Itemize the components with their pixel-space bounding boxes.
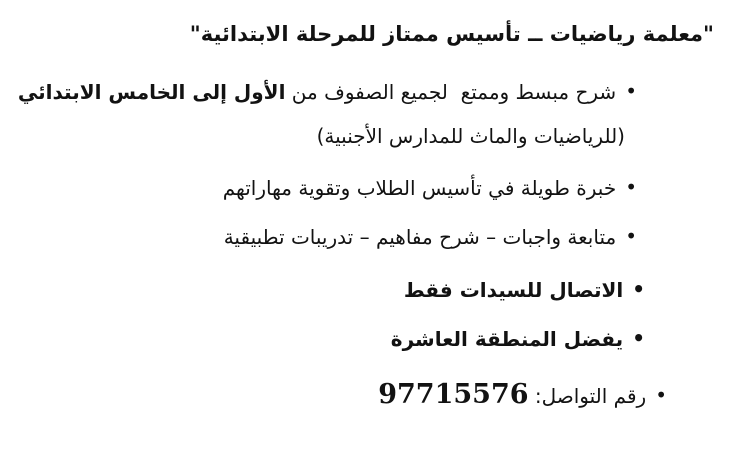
ladies-only-text: الاتصال للسيدات فقط: [403, 278, 624, 302]
experience-text: خبرة طويلة في تأسيس الطلاب وتقوية مهاراتهم: [222, 176, 617, 200]
phone-number: 97715576: [378, 379, 529, 410]
contact-label: رقم التواصل:: [528, 384, 647, 408]
teaching-grades-bold: الأول إلى الخامس الابتدائي: [17, 80, 286, 104]
ad-title: "معلمة رياضيات ــ تأسيس ممتاز للمرحلة الابتدائية": [189, 22, 714, 46]
area-text: يفضل المنطقة العاشرة: [390, 327, 624, 351]
teaching-text: شرح مبسط وممتع لجميع الصفوف من: [285, 80, 617, 104]
bullet-item-experience: [223, 175, 637, 202]
bullet-icon: •: [655, 383, 667, 407]
bullet-icon: •: [625, 224, 637, 248]
bullet-item-ladies-only: [404, 277, 645, 304]
followup-text: متابعة واجبات – شرح مفاهيم – تدريبات تطبيقية: [223, 225, 617, 249]
bullet-item-teaching: [18, 79, 637, 106]
bullet-item-contact: [378, 377, 667, 413]
bullet-icon: •: [632, 277, 645, 301]
bullet-item-followup: [224, 224, 637, 251]
teaching-continuation: (للرياضيات والماث للمدارس الأجنبية): [316, 124, 625, 148]
bullet-icon: •: [625, 175, 637, 199]
bullet-item-area: [391, 326, 645, 353]
bullet-icon: •: [625, 79, 637, 103]
bullet-icon: •: [632, 326, 645, 350]
